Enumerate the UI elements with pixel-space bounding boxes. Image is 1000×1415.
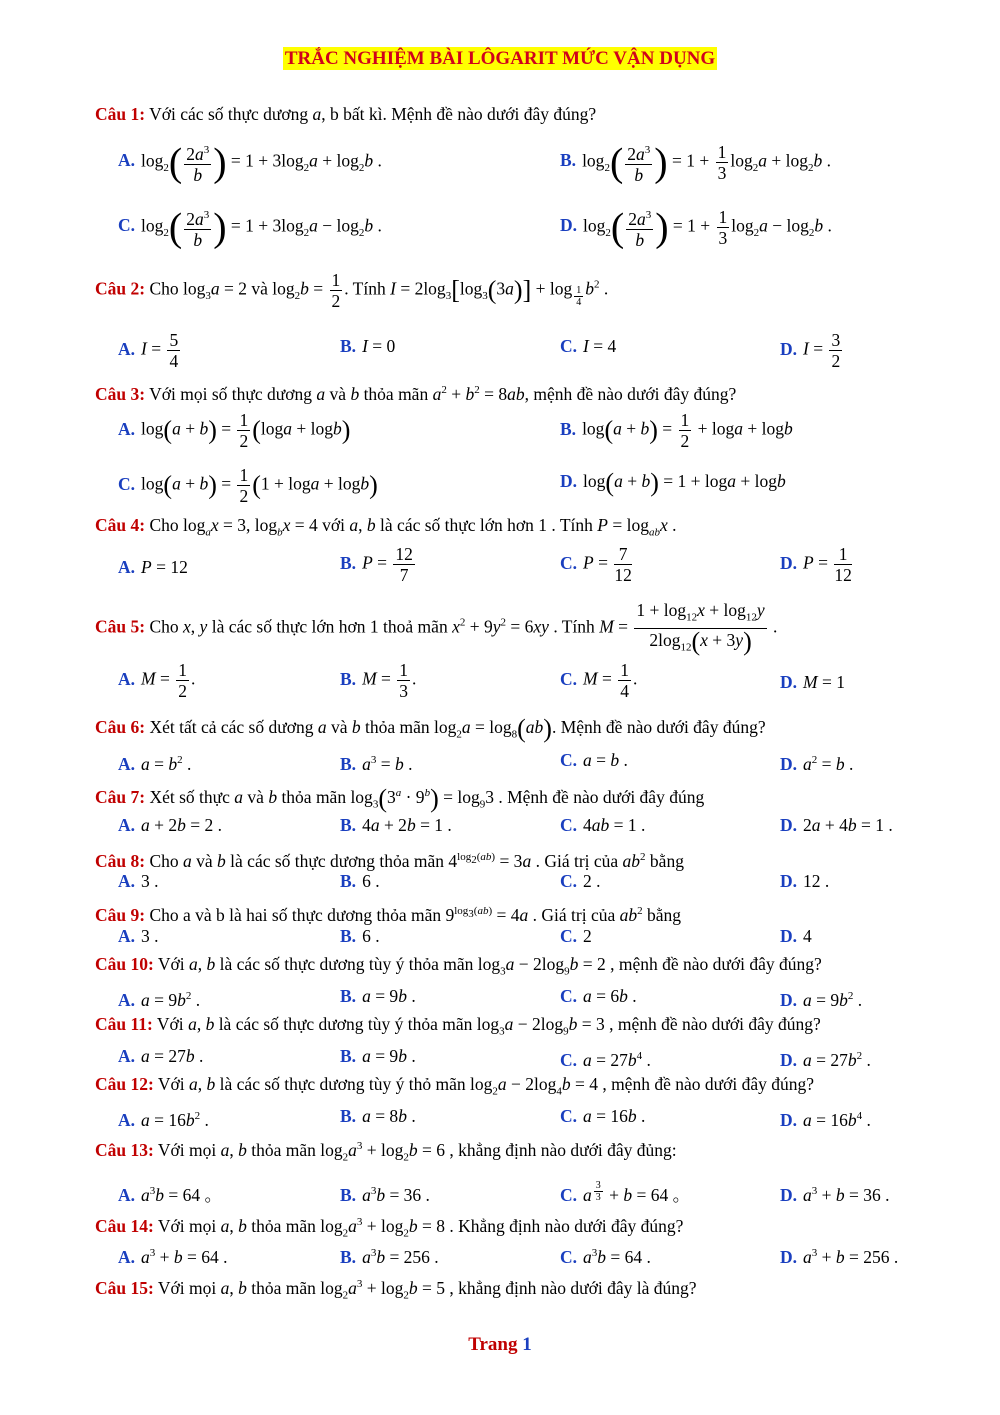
- q6-option-d: D. $a^2 = b$ .: [780, 753, 854, 774]
- question-13: Câu 13: Với mọi a, b thỏa mãn $\log_2a^3 + \log_2b = 6$ , khẳng định nào dưới đây đủng:: [95, 1139, 677, 1164]
- q2-option-c: C. I = 4: [560, 336, 617, 356]
- q11-option-b: B. a = 9b .: [340, 1046, 416, 1066]
- q8-option-c: C. 2 .: [560, 871, 601, 891]
- q9-option-a: A. 3 .: [118, 926, 159, 946]
- q8-option-a: A. 3 .: [118, 871, 159, 891]
- question-3: Câu 3: Với mọi số thực dương a và b thỏa mãn $a^2 + b^2 = 8ab$, mệnh đề nào dưới đây đúng?: [95, 383, 737, 404]
- q9-option-d: D. 4: [780, 926, 812, 946]
- question-7: Câu 7: Xét số thực a và b thỏa mãn $\log_3(3^a \cdot 9^b) = \log_93$ . Mệnh đề nào dưới đây đúng: [95, 783, 705, 813]
- q13-option-d: D. $a^3 + b = 36$ .: [780, 1184, 890, 1205]
- q5-option-d: D. M = 1: [780, 672, 845, 692]
- q4-option-b: B. P = $\frac{12}{7}$: [340, 544, 413, 585]
- q1-option-c: C. $\log_2$( $\frac{2a^3}{b}$ ) = $1 + 3\log_2a - \log_2b$ .: [118, 204, 382, 250]
- question-5: Câu 5: Cho x, y là các số thực lớn hơn 1 thoả mãn $x^2 + 9y^2 = 6xy$ . Tính M = $\frac{1 + \log_{12}x + \log_{12}y}{2\log_{12}(x + 3y)}$ .: [95, 600, 778, 656]
- q7-option-d: D. 2a + 4b = 1 .: [780, 815, 893, 835]
- q9-option-b: B. 6 .: [340, 926, 380, 946]
- q1-option-a: A. $\log_2$( $\frac{2a^3}{b}$ ) = $1 + 3\log_2a + \log_2b$ .: [118, 139, 382, 185]
- q7-option-b: B. 4a + 2b = 1 .: [340, 815, 452, 835]
- q11-option-a: A. a = 27b .: [118, 1046, 204, 1066]
- q8-option-b: B. 6 .: [340, 871, 380, 891]
- q10-option-c: C. a = 6b .: [560, 986, 637, 1006]
- q3-option-a: A. log(a + b) = $\frac{1}{2}$ (loga + logb): [118, 410, 351, 451]
- page-footer: Trang 1: [468, 1334, 532, 1355]
- q6-option-c: C. a = b .: [560, 750, 628, 770]
- question-9: Câu 9: Cho a và b là hai số thực dương thỏa mãn $9^{log_3(ab)} = 4a$ . Giá trị của $ab^2$ bằng: [95, 904, 682, 925]
- q14-option-a: A. $a^3 + b = 64$ .: [118, 1246, 228, 1267]
- question-12: Câu 12: Với a, b là các số thực dương tùy ý thỏ mãn $\log_2a - 2\log_4b = 4$ , mệnh đề nào dưới đây đúng?: [95, 1074, 814, 1098]
- q9-option-c: C. 2: [560, 926, 592, 946]
- q14-option-d: D. $a^3 + b = 256$ .: [780, 1246, 899, 1267]
- q5-option-b: B. M = $\frac{1}{3}$ .: [340, 660, 417, 701]
- question-11: Câu 11: Với a, b là các số thực dương tùy ý thỏa mãn $\log_3a - 2\log_9b = 3$ , mệnh đề nào dưới đây đúng?: [95, 1014, 821, 1038]
- q5-option-c: C. M = $\frac{1}{4}$ .: [560, 660, 638, 701]
- q3-option-d: D. log(a + b) = 1 + loga + logb: [560, 468, 786, 497]
- q12-option-a: A. $a = 16b^2$ .: [118, 1109, 209, 1130]
- q3-option-b: B. log(a + b) = $\frac{1}{2}$ + loga + logb: [560, 410, 793, 451]
- q10-option-a: A. $a = 9b^2$ .: [118, 989, 201, 1010]
- question-6: Câu 6: Xét tất cả các số dương a và b thỏa mãn $\log_2a = \log_8(ab)$. Mệnh đề nào dưới đây đúng?: [95, 714, 766, 743]
- q1-option-d: D. $\log_2$( $\frac{2a^3}{b}$ ) = 1 + $\frac{1}{3}$ $\log_2a - \log_2b$ .: [560, 204, 832, 250]
- q14-option-c: C. $a^3b = 64$ .: [560, 1246, 651, 1267]
- q7-option-a: A. a + 2b = 2 .: [118, 815, 223, 835]
- q2-option-b: B. I = 0: [340, 336, 396, 356]
- q7-option-c: C. 4ab = 1 .: [560, 815, 646, 835]
- q8-option-d: D. 12 .: [780, 871, 830, 891]
- question-14: Câu 14: Với mọi a, b thỏa mãn $\log_2a^3 + \log_2b = 8$ . Khẳng định nào dưới đây đúng?: [95, 1215, 684, 1240]
- q2-option-d: D. I = $\frac{3}{2}$: [780, 330, 841, 371]
- q13-option-b: B. $a^3b = 36$ .: [340, 1184, 430, 1205]
- question-4: Câu 4: Cho $\log_ax = 3$, $\log_bx = 4$ với a, b là các số thực lớn hơn 1 . Tính $P = \log_{ab}x$ .: [95, 515, 677, 539]
- q13-option-a: A. $a^3b = 64$ 。: [118, 1184, 223, 1205]
- question-1: Câu 1: Với các số thực dương a, b bất kì. Mệnh đề nào dưới đây đúng?: [95, 104, 597, 124]
- question-10: Câu 10: Với a, b là các số thực dương tùy ý thỏa mãn $\log_3a - 2\log_9b = 2$ , mệnh đề nào dưới đây đúng?: [95, 954, 822, 978]
- q6-option-a: A. $a = b^2$ .: [118, 753, 192, 774]
- q5-option-a: A. M = $\frac{1}{2}$ .: [118, 660, 196, 701]
- q12-option-c: C. a = 16b .: [560, 1106, 646, 1126]
- q4-option-c: C. P = $\frac{7}{12}$: [560, 544, 632, 585]
- q10-option-d: D. $a = 9b^2$ .: [780, 989, 863, 1010]
- page-title: TRẮC NGHIỆM BÀI LÔGARIT MỨC VẬN DỤNG: [284, 48, 716, 69]
- q10-option-b: B. a = 9b .: [340, 986, 416, 1006]
- q11-option-c: C. $a = 27b^4$ .: [560, 1049, 651, 1070]
- q6-option-b: B. $a^3 = b$ .: [340, 753, 413, 774]
- q2-option-a: A. I = $\frac{5}{4}$: [118, 330, 179, 371]
- q11-option-d: D. $a = 27b^2$ .: [780, 1049, 871, 1070]
- q12-option-d: D. $a = 16b^4$ .: [780, 1109, 871, 1130]
- q12-option-b: B. a = 8b .: [340, 1106, 416, 1126]
- q4-option-d: D. P = $\frac{1}{12}$: [780, 544, 852, 585]
- q4-option-a: A. P = 12: [118, 557, 188, 577]
- q3-option-c: C. log(a + b) = $\frac{1}{2}$ (1 + loga + logb): [118, 465, 378, 506]
- question-8: Câu 8: Cho a và b là các số thực dương thỏa mãn $4^{log_2(ab)} = 3a$ . Giá trị của $ab^2$ bằng: [95, 850, 684, 871]
- question-2: Câu 2: Cho $\log_3a = 2$ và $\log_2b$ = $\frac{1}{2}$ . Tính $I = 2\log_3[\log_3(3a)] + \log$ $_{\frac{1}{4}}$ $b^2$ .: [95, 270, 609, 311]
- q13-option-c: C. a $^{\frac{3}{3}}$ + b = 64 。: [560, 1180, 691, 1205]
- q14-option-b: B. $a^3b = 256$ .: [340, 1246, 439, 1267]
- question-15: Câu 15: Với mọi a, b thỏa mãn $\log_2a^3 + \log_2b = 5$ , khẳng định nào dưới đây là đúng?: [95, 1277, 697, 1302]
- q1-option-b: B. $\log_2$( $\frac{2a^3}{b}$ ) = 1 + $\frac{1}{3}$ $\log_2a + \log_2b$ .: [560, 139, 831, 185]
